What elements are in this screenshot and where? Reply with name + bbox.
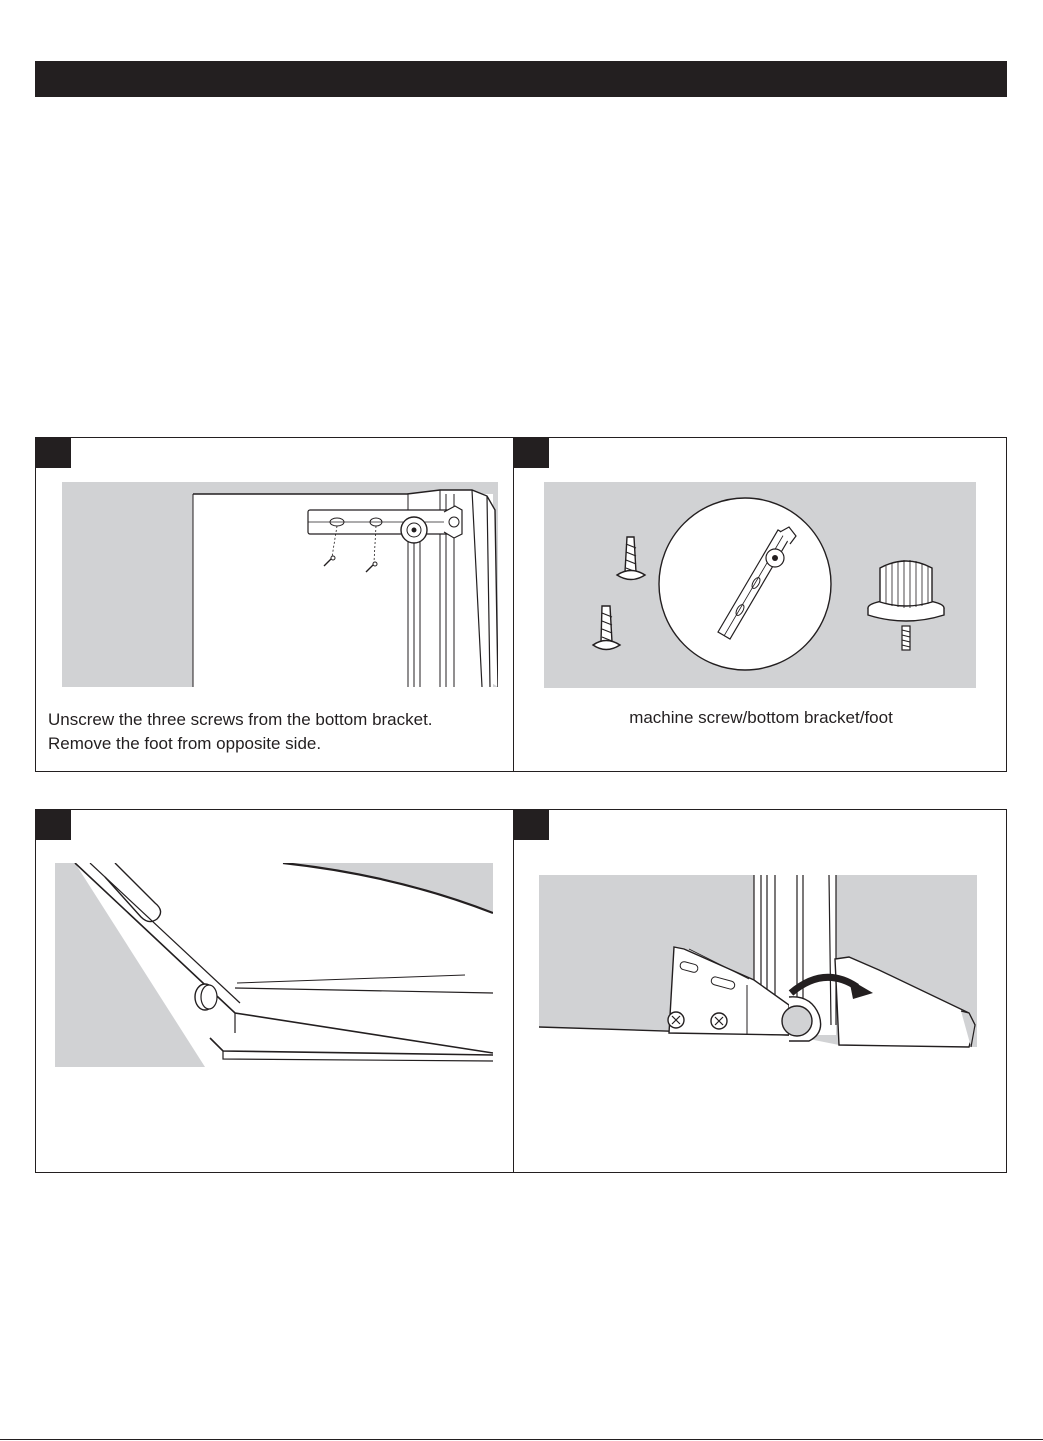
step-panel-4 <box>513 809 1007 1173</box>
machine-screw-icon <box>617 537 645 580</box>
step-number-tab <box>514 438 549 468</box>
caption-line-2: Remove the foot from opposite side. <box>48 734 322 753</box>
foot-icon <box>868 560 944 650</box>
step-panel-1 <box>35 437 514 772</box>
section-header-bar <box>35 61 1007 97</box>
step-panel-3 <box>35 809 514 1173</box>
illustration-attach-foot <box>539 875 977 1059</box>
bottom-bracket-icon <box>659 498 831 670</box>
caption-text: machine screw/bottom bracket/foot <box>629 708 893 727</box>
illustration-bracket-closeup <box>55 863 493 1067</box>
caption-line-1: Unscrew the three screws from the bottom bracket. <box>48 710 433 729</box>
step-1-caption <box>48 708 433 756</box>
step-2-caption <box>514 706 1008 730</box>
machine-screw-icon <box>593 606 620 650</box>
illustration-unscrew-bracket <box>62 482 498 687</box>
illustration-parts <box>544 482 976 688</box>
step-number-tab <box>514 810 549 840</box>
step-number-tab <box>36 438 71 468</box>
step-number-tab <box>36 810 71 840</box>
step-panel-2 <box>513 437 1007 772</box>
page-bottom-rule <box>0 1439 1043 1440</box>
